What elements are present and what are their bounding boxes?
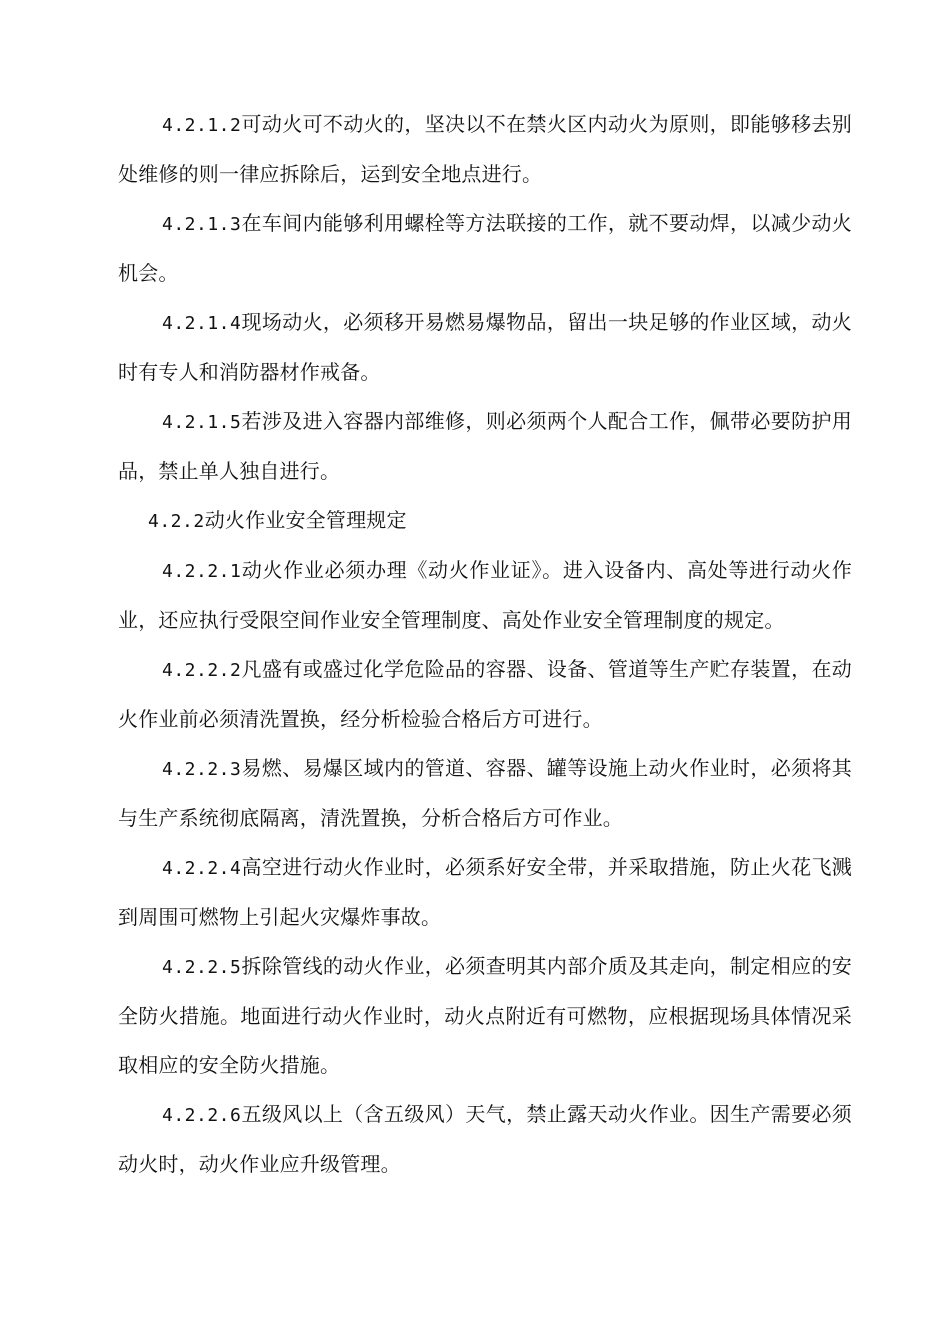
paragraph-text: 凡盛有或盛过化学危险品的容器、设备、管道等生产贮存装置，在动火作业前必须清洗置换，经分析检验合格后方可进行。 <box>118 657 852 731</box>
section-heading-4-2-2 <box>118 496 852 546</box>
paragraph-4-2-1-2 <box>118 100 852 199</box>
paragraph-text: 动火作业必须办理《动火作业证》。进入设备内、高处等进行动火作业，还应执行受限空间作业安全管理制度、高处作业安全管理制度的规定。 <box>118 558 852 632</box>
section-title: 动火作业安全管理规定 <box>204 508 407 532</box>
paragraph-number: 4.2.2.2 <box>162 660 242 681</box>
paragraph-4-2-2-4 <box>118 843 852 942</box>
paragraph-number: 4.2.1.5 <box>162 412 242 433</box>
paragraph-number: 4.2.1.3 <box>162 214 242 235</box>
paragraph-4-2-2-5 <box>118 942 852 1090</box>
paragraph-4-2-1-5 <box>118 397 852 496</box>
paragraph-number: 4.2.2.4 <box>162 858 242 879</box>
section-number: 4.2.2 <box>148 511 205 532</box>
paragraph-text: 高空进行动火作业时，必须系好安全带，并采取措施，防止火花飞溅到周围可燃物上引起火灾爆炸事故。 <box>118 855 852 929</box>
paragraph-text: 五级风以上（含五级风）天气，禁止露天动火作业。因生产需要必须动火时，动火作业应升级管理。 <box>118 1102 852 1176</box>
paragraph-4-2-2-1 <box>118 546 852 645</box>
document-body <box>118 100 852 1189</box>
paragraph-text: 可动火可不动火的，坚决以不在禁火区内动火为原则，即能够移去别处维修的则一律应拆除后，运到安全地点进行。 <box>118 112 852 186</box>
paragraph-4-2-2-2 <box>118 645 852 744</box>
paragraph-number: 4.2.2.5 <box>162 957 242 978</box>
paragraph-number: 4.2.2.3 <box>162 759 242 780</box>
paragraph-number: 4.2.2.6 <box>162 1105 242 1126</box>
paragraph-text: 现场动火，必须移开易燃易爆物品，留出一块足够的作业区域，动火时有专人和消防器材作戒备。 <box>118 310 852 384</box>
paragraph-number: 4.2.1.2 <box>162 115 242 136</box>
paragraph-4-2-2-6 <box>118 1090 852 1189</box>
paragraph-number: 4.2.1.4 <box>162 313 242 334</box>
paragraph-4-2-2-3 <box>118 744 852 843</box>
paragraph-4-2-1-3 <box>118 199 852 298</box>
paragraph-text: 易燃、易爆区域内的管道、容器、罐等设施上动火作业时，必须将其与生产系统彻底隔离，清洗置换，分析合格后方可作业。 <box>118 756 852 830</box>
paragraph-text: 若涉及进入容器内部维修，则必须两个人配合工作，佩带必要防护用品，禁止单人独自进行。 <box>118 409 852 483</box>
paragraph-text: 在车间内能够利用螺栓等方法联接的工作，就不要动焊，以减少动火机会。 <box>118 211 852 285</box>
paragraph-number: 4.2.2.1 <box>162 561 242 582</box>
paragraph-text: 拆除管线的动火作业，必须查明其内部介质及其走向，制定相应的安全防火措施。地面进行动火作业时，动火点附近有可燃物，应根据现场具体情况采取相应的安全防火措施。 <box>118 954 852 1077</box>
paragraph-4-2-1-4 <box>118 298 852 397</box>
